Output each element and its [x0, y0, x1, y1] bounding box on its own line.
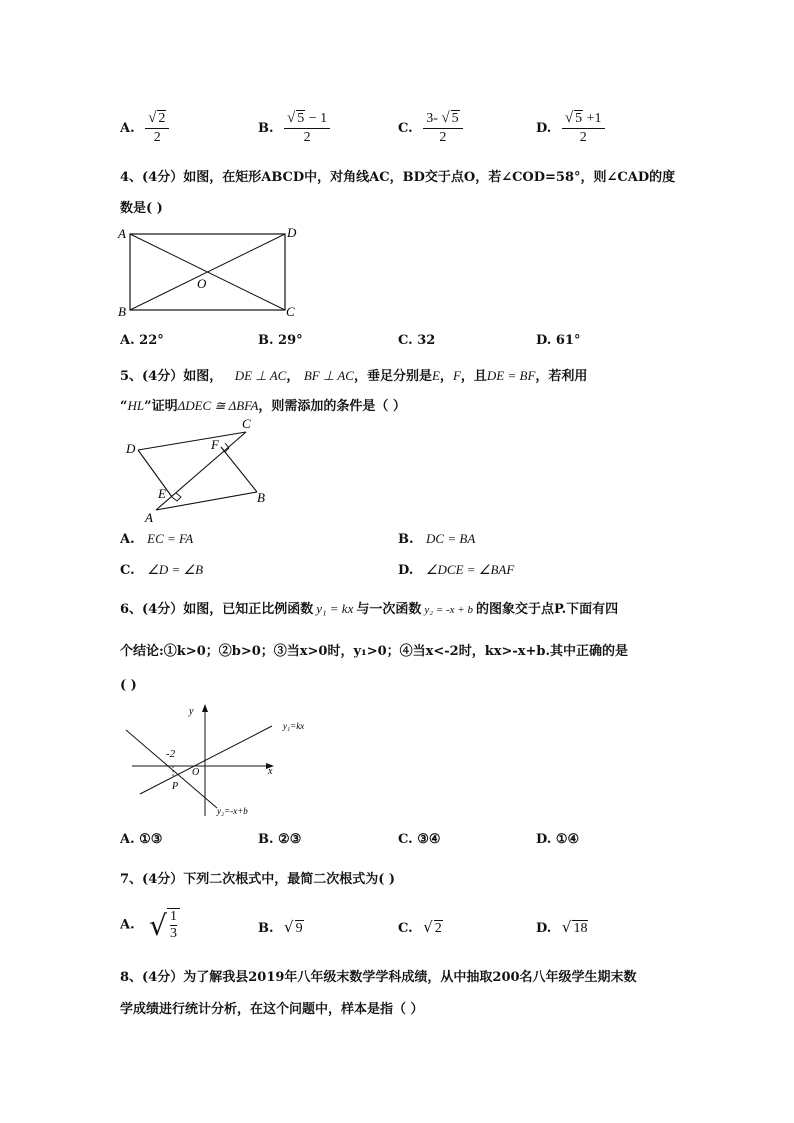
denominator: 3 [170, 926, 177, 941]
q5-text: ，垂足分别是 [353, 369, 432, 384]
option-text: ∠DCE = ∠BAF [425, 562, 515, 577]
q4-stem-line2: 数是( ) [120, 201, 163, 216]
q5-stem-line1 [120, 365, 587, 384]
radicand: 2 [434, 921, 442, 936]
segment-dc [138, 432, 246, 450]
fraction: $\frac{3- √ 5}{2}$ [423, 110, 462, 147]
label-d: D [287, 225, 297, 240]
q7-option-b[interactable]: B. √ 9 [258, 918, 303, 936]
q3-option-d[interactable] [536, 110, 605, 147]
q5-triangles-figure [120, 412, 280, 527]
label-b: B [257, 490, 265, 505]
option-text: ③④ [417, 832, 441, 847]
numerator: 1 [170, 909, 177, 924]
q5-text: ， [439, 369, 453, 384]
q6-option-b[interactable] [258, 832, 301, 847]
option-letter: C. [398, 921, 413, 936]
q5-math: HL [127, 398, 145, 413]
option-letter: A. [120, 532, 135, 547]
option-letter: D. [536, 832, 552, 847]
q6-stem-line1 [120, 598, 618, 617]
label-f: F [211, 437, 219, 452]
q5-math: F [452, 368, 461, 383]
option-letter: B. [258, 121, 274, 136]
label-c: C [286, 304, 295, 319]
option-text: 29° [278, 333, 303, 348]
q5-text: ，若利用 [535, 369, 588, 384]
fraction [167, 908, 180, 942]
option-letter: A. [120, 917, 135, 933]
option-letter: B. [258, 832, 274, 847]
q5-option-b[interactable] [398, 531, 475, 547]
q6-stem-line2: 个结论:①k>0；②b>0；③当x>0时，y₁>0；④当x<-2时，kx>-x+b.其中正确的是 [120, 644, 629, 659]
q8-stem-line2: 学成绩进行统计分析，在这个问题中，样本是指（ ） [120, 1002, 424, 1017]
option-text: DC = BA [426, 531, 476, 546]
fraction: $\frac{√ 5 - 1}{2}$ [284, 110, 330, 147]
right-angle-mark-e [172, 493, 181, 501]
line-y2-label: y₂=-x+b [217, 806, 248, 816]
option-text: EC = FA [147, 531, 194, 546]
q5-math: ΔDEC ≅ ΔBFA [177, 398, 259, 413]
y-axis-arrow [202, 704, 208, 712]
radicand: 9 [295, 921, 303, 936]
q7-stem-line1: 7、(4分）下列二次根式中，最简二次根式为( ) [120, 872, 396, 887]
numerator-extra: +1 [583, 111, 602, 126]
q8-stem-line1: 8、(4分）为了解我县2019年八年级末数学学科成绩，从中抽取200名八年级学生期末数 [120, 970, 637, 985]
option-text: 22° [139, 333, 164, 348]
label-a: A [118, 226, 126, 241]
option-letter: D. [536, 333, 552, 348]
label-a: A [145, 510, 153, 525]
q6-math: y₁ = kx [316, 601, 354, 616]
axis-label-y: y [189, 706, 194, 717]
segment-bf [221, 447, 257, 492]
radical-sign: √ [149, 908, 167, 942]
denominator: 2 [579, 130, 587, 145]
q7-option-c[interactable]: C. √ 2 [398, 918, 442, 936]
q5-text: 5、(4分）如图， [120, 369, 223, 384]
label-c: C [242, 416, 251, 431]
q3-option-c[interactable] [398, 110, 463, 147]
option-letter: C. [398, 832, 413, 847]
axis-label-x: x [268, 766, 273, 777]
q5-option-d[interactable] [398, 562, 514, 578]
q5-text: ，则需添加的条件是（ ） [258, 399, 406, 414]
denominator: 2 [439, 130, 447, 145]
q4-option-b[interactable] [258, 333, 303, 348]
q6-text: 与一次函数 [356, 602, 422, 617]
q6-text: 的图象交于点P.下面有四 [475, 602, 619, 617]
radicand: 5 [575, 111, 583, 126]
q5-text: ，且 [460, 369, 487, 384]
line-y1 [140, 726, 272, 794]
option-letter: A. [120, 333, 135, 348]
option-letter: D. [536, 921, 552, 936]
label-o: O [197, 276, 207, 291]
q4-option-c[interactable] [398, 333, 435, 348]
q6-option-a[interactable] [120, 832, 162, 847]
q3-option-b[interactable] [258, 110, 330, 147]
denominator: 2 [303, 130, 311, 145]
numerator-extra: − 1 [305, 111, 328, 126]
numerator-prefix: 3- [426, 111, 442, 126]
q4-option-a[interactable] [120, 333, 164, 348]
q6-math: y₂ = -x + b [424, 604, 473, 616]
radicand: 5 [297, 111, 305, 126]
option-text: ①③ [139, 832, 163, 847]
q5-text: “ [120, 399, 128, 414]
q5-math: E [431, 368, 440, 383]
q5-math: DE = BF [486, 368, 536, 383]
q5-text: ， [286, 369, 300, 384]
q6-option-d[interactable] [536, 832, 579, 847]
q4-option-d[interactable] [536, 333, 580, 348]
segment-ac [156, 432, 246, 510]
denominator: 2 [153, 130, 161, 145]
tick-label-neg2: -2 [166, 748, 176, 760]
radicand: 18 [573, 921, 588, 936]
q5-option-a[interactable] [120, 531, 193, 547]
point-p-label: P [172, 781, 179, 792]
q4-rectangle-figure [115, 222, 305, 322]
q6-option-c[interactable] [398, 832, 441, 847]
label-d: D [126, 441, 136, 456]
fraction: $\frac{√ 5 +1}{2}$ [562, 110, 605, 147]
q7-option-d[interactable]: D. √ 18 [536, 918, 588, 936]
option-text: ①④ [555, 832, 580, 847]
q5-option-c[interactable] [120, 562, 203, 578]
label-e: E [158, 486, 166, 501]
segment-de [138, 450, 172, 497]
option-letter: C. [398, 333, 413, 348]
q5-text: ”证明 [144, 399, 178, 414]
segment-ab [156, 492, 257, 510]
q4-stem-line1: 4、(4分）如图，在矩形ABCD中，对角线AC，BD交于点O，若∠COD=58°，则∠CAD的度 [120, 170, 676, 185]
option-letter: A. [120, 121, 135, 136]
option-letter: C. [398, 121, 413, 136]
q5-math: BF ⊥ AC [303, 368, 354, 383]
option-letter: A. [120, 832, 135, 847]
q7-option-a[interactable] [120, 908, 180, 942]
option-letter: B. [258, 921, 274, 936]
q5-math: DE ⊥ AC [234, 368, 287, 383]
q6-text: 6、(4分）如图，已知正比例函数 [120, 602, 314, 617]
option-letter: D. [536, 121, 552, 136]
option-text: ∠D = ∠B [147, 562, 204, 577]
option-letter: C. [120, 563, 135, 578]
origin-label: O [192, 767, 200, 778]
line-y1-label: y₁=kx [283, 721, 305, 731]
option-letter: B. [258, 333, 274, 348]
q6-function-graph [120, 700, 320, 820]
option-letter: B. [398, 532, 414, 547]
label-b: B [118, 304, 126, 319]
q6-stem-line3: ( ) [120, 678, 137, 693]
option-text: 32 [417, 333, 436, 348]
q3-option-a[interactable] [120, 110, 169, 147]
radicand: 2 [158, 111, 166, 126]
option-text: 61° [555, 333, 581, 348]
radicand: 5 [451, 111, 459, 126]
line-y2 [126, 730, 217, 808]
option-letter: D. [398, 563, 414, 578]
fraction: $\frac{√ 2}{2}$ [145, 110, 169, 147]
option-text: ②③ [278, 832, 302, 847]
